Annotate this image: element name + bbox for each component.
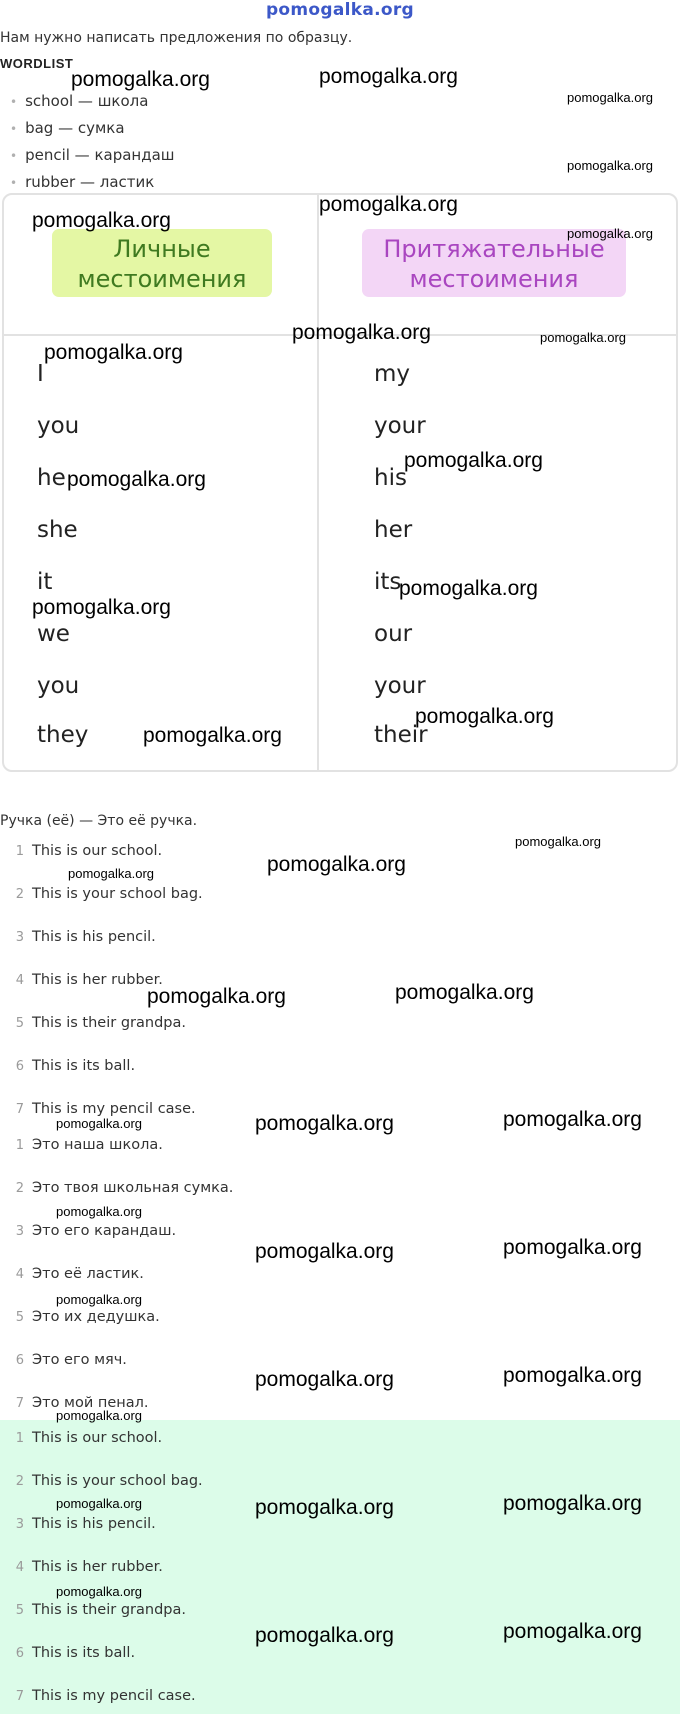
watermark: pomogalka.org [67,468,206,491]
watermark: pomogalka.org [56,1496,142,1511]
answer-text: This is his pencil. [32,1516,156,1532]
line-number: 6 [15,1646,24,1661]
sentence-text: Это его карандаш. [32,1223,177,1239]
watermark: pomogalka.org [32,209,171,232]
answer-text: This is its ball. [32,1645,136,1661]
line-number: 5 [15,1603,24,1618]
watermark: pomogalka.org [255,1240,394,1263]
watermark: pomogalka.org [267,853,406,876]
line-number: 1 [15,1431,24,1446]
line-number: 6 [15,1353,24,1368]
personal-pronoun: it [37,569,53,595]
watermark: pomogalka.org [503,1108,642,1131]
watermark: pomogalka.org [56,1408,142,1423]
line-number: 3 [15,1517,24,1532]
table-divider-vertical [317,195,319,770]
sentence-line [15,929,156,945]
possessive-pronoun: our [374,621,413,647]
line-number: 4 [15,1267,24,1282]
personal-pronoun: they [37,722,89,748]
wordlist-item: • school — школа [10,92,148,110]
possessive-pronoun: her [374,517,413,543]
sentence-line [15,1223,177,1239]
watermark: pomogalka.org [503,1364,642,1387]
line-number: 6 [15,1059,24,1074]
answer-line [15,1688,196,1704]
personal-pronoun: he [37,465,66,491]
sentence-text: Это твоя школьная сумка. [32,1180,234,1196]
answer-line [15,1430,163,1446]
wordlist-title: WORDLIST [0,56,74,71]
watermark: pomogalka.org [415,705,554,728]
sentence-text: Это мой пенал. [32,1395,149,1411]
task-intro: Нам нужно написать предложения по образцу. [0,30,353,46]
personal-pronoun: you [37,413,80,439]
sentence-line [15,1266,144,1282]
personal-pronoun: she [37,517,78,543]
watermark: pomogalka.org [567,90,653,105]
watermark: pomogalka.org [503,1236,642,1259]
answer-line [15,1516,156,1532]
answer-line [15,1473,203,1489]
sentence-text: This is our school. [32,843,163,859]
watermark: pomogalka.org [399,577,538,600]
watermark: pomogalka.org [255,1368,394,1391]
watermark: pomogalka.org [32,596,171,619]
answer-line [15,1559,163,1575]
watermark: pomogalka.org [404,449,543,472]
watermark: pomogalka.org [319,65,458,88]
answer-line [15,1602,186,1618]
watermark: pomogalka.org [68,866,154,881]
line-number: 2 [15,1474,24,1489]
possessive-pronoun: your [374,673,426,699]
sentence-text: This is its ball. [32,1058,136,1074]
sentence-text: Это их дедушка. [32,1309,160,1325]
line-number: 3 [15,1224,24,1239]
possessive-pronoun: its [374,569,402,595]
personal-pronoun: we [37,621,70,647]
sentence-text: This is my pencil case. [32,1101,196,1117]
sentence-text: Это её ластик. [32,1266,144,1282]
watermark: pomogalka.org [147,985,286,1008]
sentence-line [15,1180,234,1196]
sentence-line [15,886,203,902]
watermark: pomogalka.org [71,68,210,91]
line-number: 7 [15,1689,24,1704]
header-possessive-pronouns: Притяжательные местоимения [362,229,626,297]
sentence-text: Это наша школа. [32,1137,163,1153]
line-number: 4 [15,973,24,988]
watermark: pomogalka.org [56,1584,142,1599]
line-number: 1 [15,1138,24,1153]
line-number: 7 [15,1102,24,1117]
watermark: pomogalka.org [319,193,458,216]
sentence-text: This is his pencil. [32,929,156,945]
answer-text: This is your school bag. [32,1473,203,1489]
watermark: pomogalka.org [395,981,534,1004]
example-sentence: Ручка (её) — Это её ручка. [0,813,198,829]
watermark: pomogalka.org [255,1624,394,1647]
watermark: pomogalka.org [56,1204,142,1219]
line-number: 4 [15,1560,24,1575]
watermark: pomogalka.org [56,1116,142,1131]
sentence-line [15,843,163,859]
watermark: pomogalka.org [56,1292,142,1307]
possessive-pronoun: his [374,465,407,491]
sentence-line [15,1137,163,1153]
answer-text: This is her rubber. [32,1559,163,1575]
watermark: pomogalka.org [503,1620,642,1643]
header-personal-pronouns: Личные местоимения [52,229,272,297]
watermark: pomogalka.org [143,724,282,747]
possessive-pronoun: their [374,722,428,748]
watermark: pomogalka.org [540,330,626,345]
watermark: pomogalka.org [44,341,183,364]
line-number: 5 [15,1310,24,1325]
watermark: pomogalka.org [567,158,653,173]
line-number: 2 [15,887,24,902]
sentence-line [15,1352,127,1368]
wordlist-item: • bag — сумка [10,119,125,137]
wordlist-item: • pencil — карандаш [10,146,175,164]
watermark: pomogalka.org [255,1112,394,1135]
line-number: 7 [15,1396,24,1411]
answer-line [15,1645,136,1661]
personal-pronoun: you [37,673,80,699]
line-number: 1 [15,844,24,859]
possessive-pronoun: my [374,361,411,387]
sentence-line [15,1101,196,1117]
watermark: pomogalka.org [292,321,431,344]
sentence-text: This is their grandpa. [32,1015,186,1031]
sentence-line [15,1309,160,1325]
line-number: 5 [15,1016,24,1031]
sentence-line [15,972,163,988]
line-number: 3 [15,930,24,945]
possessive-pronoun: your [374,413,426,439]
site-logo[interactable]: pomogalka.org [265,0,415,20]
sentence-line [15,1058,136,1074]
answer-text: This is my pencil case. [32,1688,196,1704]
sentence-line [15,1015,186,1031]
answer-text: This is our school. [32,1430,163,1446]
wordlist-item: • rubber — ластик [10,173,154,191]
watermark: pomogalka.org [515,834,601,849]
watermark: pomogalka.org [503,1492,642,1515]
personal-pronoun: I [37,361,44,387]
sentence-text: This is your school bag. [32,886,203,902]
line-number: 2 [15,1181,24,1196]
sentence-text: Это его мяч. [32,1352,127,1368]
watermark: pomogalka.org [567,226,653,241]
watermark: pomogalka.org [255,1496,394,1519]
sentence-text: This is her rubber. [32,972,163,988]
answer-text: This is their grandpa. [32,1602,186,1618]
